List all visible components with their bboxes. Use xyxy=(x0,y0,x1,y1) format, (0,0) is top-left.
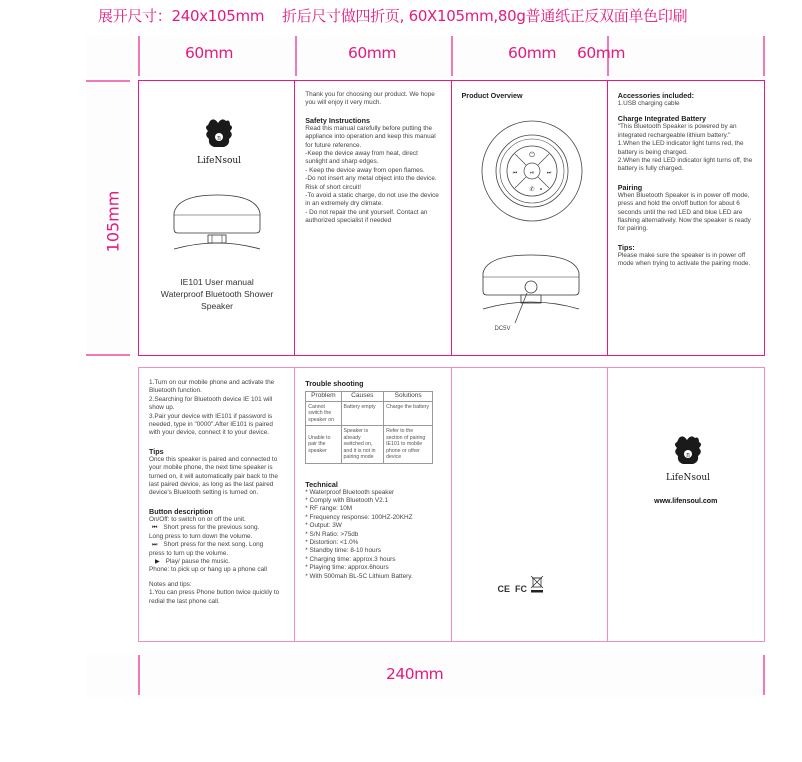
spec-line: * Distortion: <1.0% xyxy=(305,538,359,546)
lifensoul-logo-icon xyxy=(196,117,242,169)
battery-heading: Charge Integrated Battery xyxy=(617,114,707,124)
step-line: 2.Searching for Bluetooth device IE 101 will show up. xyxy=(149,395,273,412)
pairing-heading: Pairing xyxy=(617,182,643,192)
previous-icon: ⏮ xyxy=(512,170,517,176)
column-dim-4: 60mm xyxy=(577,44,625,62)
column-header: Problem xyxy=(306,392,341,402)
next-icon: ⏭ xyxy=(152,542,158,549)
dim-tick xyxy=(138,36,140,76)
tips-text: Once this speaker is paired and connected to your mobile phone, the next time speaker is turned on, it will automatically pair back to the last paired device, as long as the last paired device's Bluetooth setting is turned on. xyxy=(149,455,278,497)
accessories-panel xyxy=(608,81,764,355)
phone-icon: ✆ xyxy=(528,187,535,193)
dim-tick xyxy=(295,36,297,76)
safety-line: -Keep the device away from heat, direct sunlight and sharp edges. xyxy=(305,150,418,166)
dim-tick xyxy=(86,354,130,356)
step-line: 1.Turn on our mobile phone and activate the Bluetooth function. xyxy=(149,379,275,395)
power-icon: ⏻ xyxy=(528,152,535,159)
tips-heading: Tips xyxy=(149,446,164,456)
safety-line: -Do not insert any metal object into the device. Risk of short circuit! xyxy=(305,175,437,191)
front-side xyxy=(138,80,765,356)
lifensoul-logo-icon xyxy=(665,434,711,486)
troubleshooting-panel xyxy=(295,368,451,641)
button-prev-text: Short press for the previous song. xyxy=(163,524,260,532)
safety-panel xyxy=(295,81,451,355)
spec-line: * Standby time: 8-10 hours xyxy=(305,547,381,555)
play-pause-icon: ⏯ xyxy=(529,170,534,176)
safety-line: -To avoid a static charge, do not use the device in an extremely dry climate. xyxy=(305,192,439,208)
button-next-text: Short press for the next song. Long xyxy=(163,541,264,549)
dim-tick xyxy=(138,655,140,695)
dim-tick xyxy=(451,36,453,76)
troubleshooting-heading: Trouble shooting xyxy=(305,379,364,388)
fcc-mark-icon: FC xyxy=(515,583,528,594)
pairing-steps-panel xyxy=(139,368,295,641)
safety-line: Read this manual carefully before putting the appliance into operation and keep this manual for future reference. xyxy=(305,124,436,149)
spec-line: * S/N Ratio: >75db xyxy=(305,530,359,538)
safety-heading: Safety Instructions xyxy=(305,115,370,125)
dc-label: DC5V xyxy=(494,326,511,332)
tips-heading: Tips: xyxy=(617,242,635,252)
cover-panel xyxy=(139,81,295,355)
spec-title: 展开尺寸：240x105mm 折后尺寸做四折页, 60X105mm,80g普通纸正反双面单色印刷 xyxy=(98,7,688,25)
height-dim: 105mm xyxy=(103,190,123,253)
spec-line: * RF range: 10M xyxy=(305,505,353,513)
button-description-heading: Button description xyxy=(149,506,213,516)
svg-text:n: n xyxy=(685,451,690,459)
ce-mark-icon: CE xyxy=(497,583,511,594)
dim-tick xyxy=(86,80,130,82)
weee-bin-icon xyxy=(530,575,544,593)
spec-line: * With 500mah BL-5C Lithium Battery. xyxy=(305,572,413,580)
button-phone-text: Phone: to pick up or hang up a phone call xyxy=(149,566,267,574)
svg-text:n: n xyxy=(217,134,221,142)
certification-panel xyxy=(452,368,608,641)
button-next-long-text: press to turn up the volume. xyxy=(149,549,229,557)
intro-text: Thank you for choosing our product. We hope you will enjoy it very much. xyxy=(305,91,435,107)
column-dim-2: 60mm xyxy=(348,44,396,62)
speaker-side-illustration xyxy=(164,191,270,255)
spec-line: * Comply with Bluetooth V2.1 xyxy=(305,496,389,504)
dim-tick xyxy=(763,655,765,695)
accessories-heading: Accessories included: xyxy=(617,91,695,100)
button-prev-long-text: Long press to turn down the volume. xyxy=(149,532,253,540)
next-icon: ⏭ xyxy=(546,170,551,176)
accessory-item: 1.USB charging cable xyxy=(617,100,680,107)
overview-heading: Product Overview xyxy=(461,91,523,100)
width-dim: 240mm xyxy=(386,665,444,683)
table-row: Cannot switch the speaker on Battery empty Charge the battery xyxy=(306,401,433,426)
spec-line: * Waterproof Bluetooth speaker xyxy=(305,488,395,496)
battery-line: 2.When the red LED indicator light turns off, the battery is fully charged. xyxy=(617,157,753,173)
column-header: Solutions xyxy=(384,392,433,402)
button-play-text: Play/ pause the music. xyxy=(165,557,230,565)
spec-line: * Playing time: approx.6hours xyxy=(305,564,389,572)
tips-text: Please make sure the speaker is in power off mode when trying to activate the pairing mode. xyxy=(617,251,751,268)
dim-tick xyxy=(763,36,765,76)
spec-line: * Frequency response: 100HZ-20KHZ xyxy=(305,513,413,521)
safety-line: - Do not repair the unit yourself. Contact an authorized specialist if needed xyxy=(305,208,428,225)
troubleshooting-table xyxy=(305,391,433,464)
speaker-top-illustration xyxy=(480,119,584,223)
battery-line: 1.When the LED indicator light turns red, the battery is being charged. xyxy=(617,140,744,156)
speaker-side-dc-illustration xyxy=(479,251,583,331)
website-link[interactable]: www.lifensoul.com xyxy=(654,498,718,505)
technical-heading: Technical xyxy=(305,479,338,489)
certification-marks xyxy=(498,575,545,593)
cover-title-line2: Waterproof Bluetooth Shower xyxy=(160,289,274,299)
column-dim-1: 60mm xyxy=(185,44,233,62)
notes-text: 1.You can press Phone button twice quickly to redial the last phone call. xyxy=(149,589,280,605)
column-dim-3: 60mm xyxy=(508,44,556,62)
safety-line: - Keep the device away from open flames. xyxy=(305,166,425,174)
button-onoff-text: On/Off: to switch on or off the unit. xyxy=(149,515,246,523)
previous-icon: ⏮ xyxy=(152,525,158,532)
notes-heading: Notes and tips: xyxy=(149,580,192,588)
table-row: Unable to pair the speaker Speaker is already switched on, and it is not in pairing mode Refer to the section of pairing IE101 to mobile phone or other device xyxy=(306,426,433,464)
back-cover-panel xyxy=(608,368,764,641)
cover-title-line3: Speaker xyxy=(200,301,233,311)
back-side xyxy=(138,367,765,642)
svg-text:LifeNsoul: LifeNsoul xyxy=(196,156,242,166)
column-header: Causes xyxy=(341,392,384,402)
svg-text:LifeNsoul: LifeNsoul xyxy=(665,473,710,483)
pairing-text: When Bluetooth Speaker is in power off mode, press and hold the on/off button for about 6 seconds until the red LED and blue LED are flashing alternatively. Now the speaker is ready for pairing. xyxy=(617,191,751,233)
product-overview-panel xyxy=(452,81,608,355)
spec-line: * Output: 3W xyxy=(305,522,342,530)
play-icon: ▶ xyxy=(155,558,160,565)
step-line: 3.Pair your device with IE101 if password is needed, type in "0000".After IE101 is paired with your device, connect it to your device. xyxy=(149,412,273,437)
spec-line: * Charging time: approx.3 hours xyxy=(305,555,396,563)
battery-line: "This Bluetooth Speaker is powered by an integrated rechargeable lithium battery." xyxy=(617,123,737,139)
cover-title-line1: IE101 User manual xyxy=(180,277,254,287)
